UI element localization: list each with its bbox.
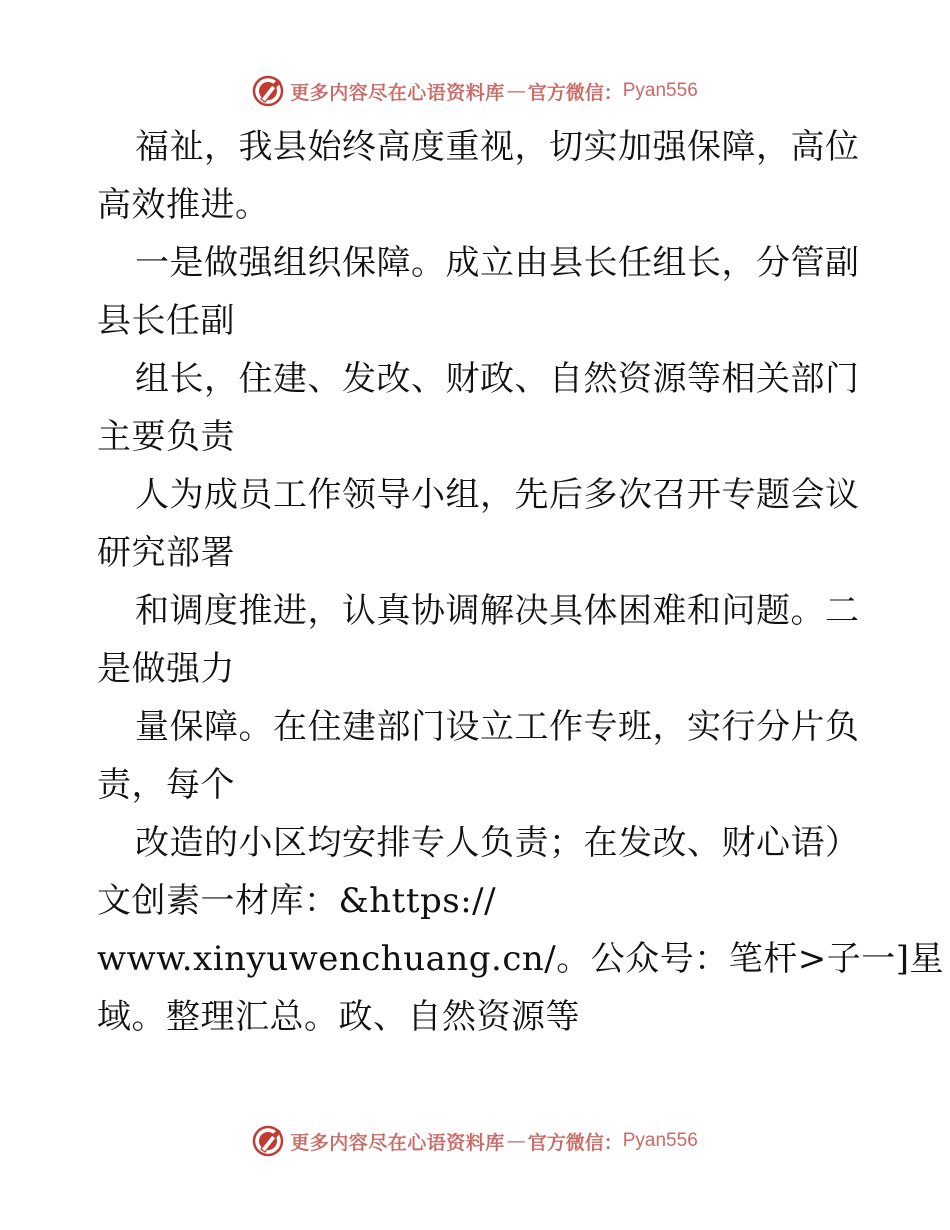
- text-line: 是做强力: [97, 649, 235, 689]
- footer-banner: [0, 1121, 950, 1161]
- text-line: 高效推进。: [97, 185, 270, 225]
- banner-wechat-id: Pyan556: [622, 1130, 698, 1151]
- banner-wechat-label: 官方微信：: [527, 81, 623, 104]
- pen-logo-icon: [252, 1125, 284, 1157]
- text-line: www.xinyuwenchuang.cn/。公众号：笔杆>子一]星: [97, 939, 944, 979]
- document-body: [97, 118, 944, 1046]
- text-line: 一是做强组织保障。成立由县长任组长，分管副: [135, 243, 860, 283]
- text-line: 主要负责: [97, 417, 235, 457]
- text-line: 县长任副: [97, 301, 235, 341]
- banner-wechat-label: 官方微信：: [527, 1131, 623, 1154]
- banner-wechat-id: Pyan556: [622, 80, 698, 101]
- text-line: 组长，住建、发改、财政、自然资源等相关部门: [135, 359, 860, 399]
- text-line: 人为成员工作领导小组，先后多次召开专题会议: [135, 475, 860, 515]
- banner-main-text: 更多内容尽在心语资料库: [290, 1131, 505, 1154]
- text-line: 域。整理汇总。政、自然资源等: [97, 997, 580, 1037]
- text-line: 责，每个: [97, 765, 235, 805]
- header-banner-content: [252, 75, 698, 107]
- text-line: 福祉，我县始终高度重视，切实加强保障，高位: [135, 127, 860, 167]
- text-line: 研究部署: [97, 533, 235, 573]
- header-banner: [0, 71, 950, 111]
- text-line: 改造的小区均安排专人负责；在发改、财心语）: [135, 823, 860, 863]
- banner-main-text: 更多内容尽在心语资料库: [290, 81, 505, 104]
- pen-logo-icon: [252, 75, 284, 107]
- banner-dash: —: [506, 80, 526, 102]
- text-line: 和调度推进，认真协调解决具体困难和问题。二: [135, 591, 860, 631]
- footer-banner-content: [252, 1125, 698, 1157]
- text-line: 量保障。在住建部门设立工作专班，实行分片负: [135, 707, 860, 747]
- text-line: 文创素一材库：&https://: [97, 881, 497, 921]
- banner-dash: —: [506, 1130, 526, 1152]
